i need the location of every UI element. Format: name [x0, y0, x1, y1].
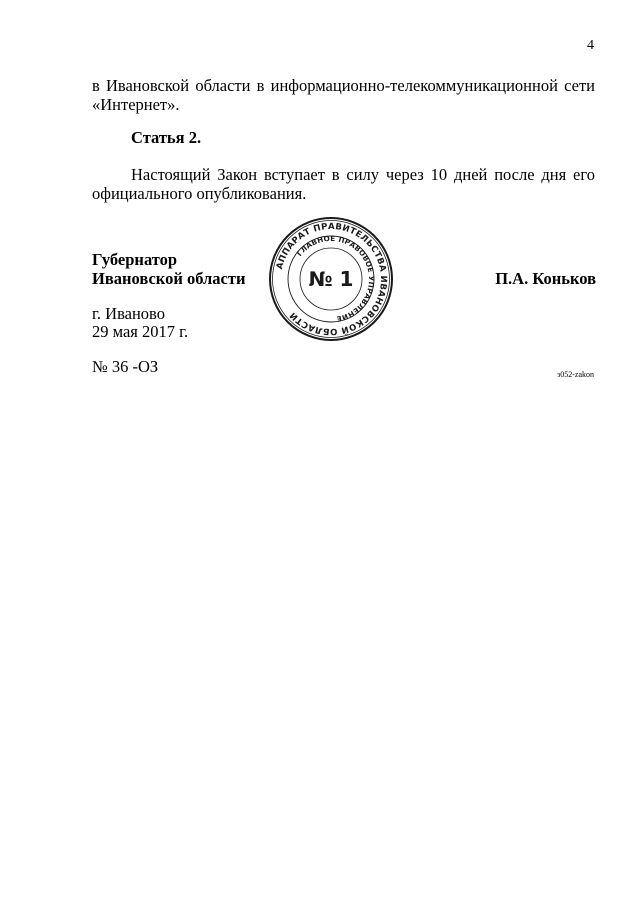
body-text-line: в Ивановской области в информационно-телекоммуникационной сети [92, 76, 595, 95]
signer-position-line2: Ивановской области [92, 269, 246, 288]
signer-name: П.А. Коньков [495, 269, 596, 288]
body-text-line: официального опубликования. [92, 184, 307, 203]
signer-position-line1: Губернатор [92, 250, 178, 269]
official-seal [268, 216, 394, 342]
signing-place: г. Иваново [92, 304, 165, 323]
signing-date: 29 мая 2017 г. [92, 322, 189, 341]
seal-inner-text: ГЛАВНОЕ ПРАВОВОЕ УПРАВЛЕНИЕ [294, 233, 377, 324]
page-number: 4 [587, 38, 594, 53]
article-heading: Статья 2. [131, 128, 202, 147]
document-code: з052-zakon [557, 370, 594, 379]
body-text-line: «Интернет». [92, 95, 180, 114]
seal-outer-text: АППАРАТ ПРАВИТЕЛЬСТВА ИВАНОВСКОЙ ОБЛАСТИ [274, 221, 389, 337]
body-text-line: Настоящий Закон вступает в силу через 10 дней после дня его [131, 165, 595, 184]
law-number: № 36 -ОЗ [92, 357, 159, 376]
seal-center-number: № 1 [308, 267, 354, 291]
